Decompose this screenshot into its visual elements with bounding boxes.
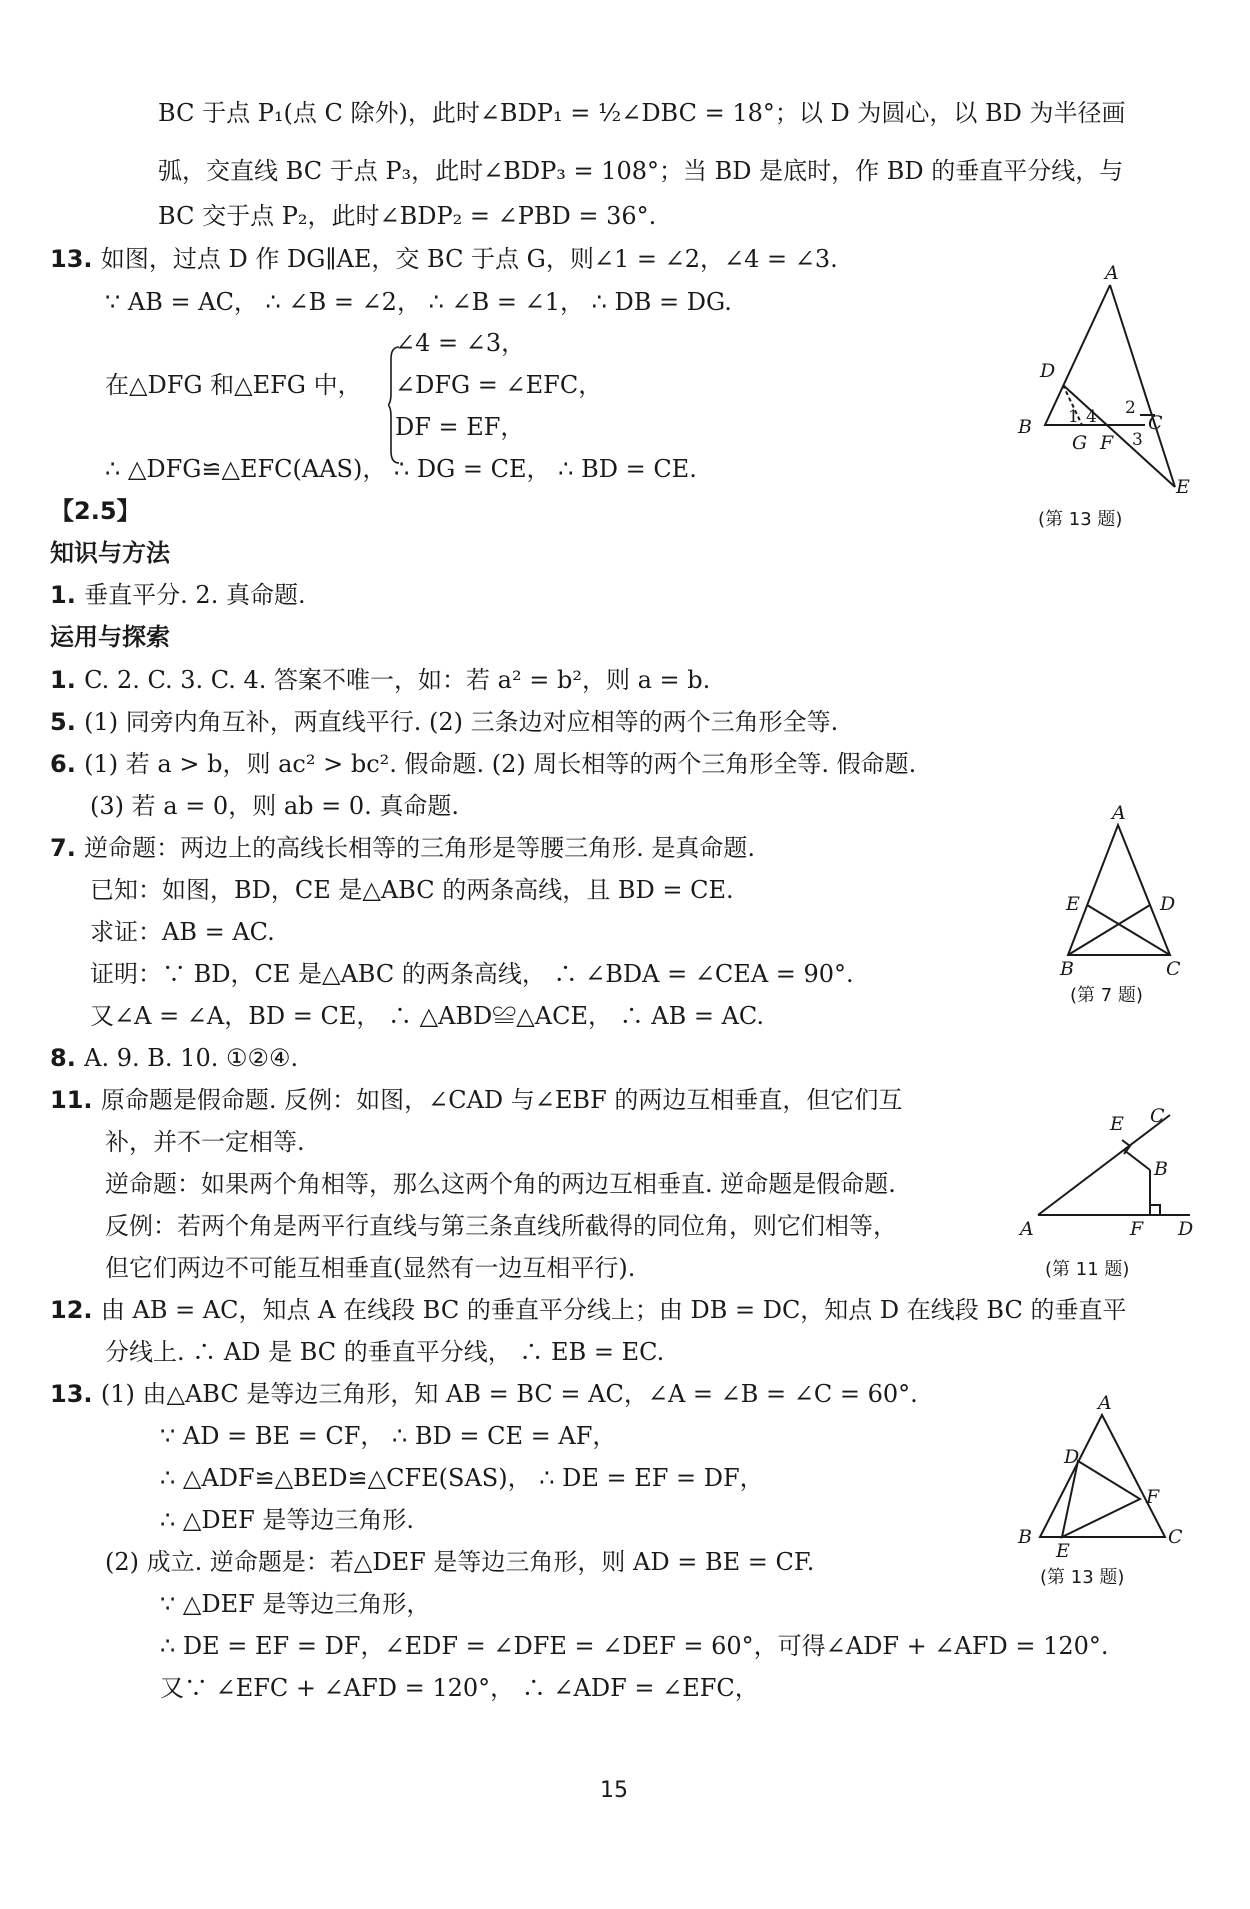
line-text: (2) 成立. 逆命题是：若△DEF 是等边三角形，则 AD = BE = CF. xyxy=(105,1548,815,1576)
text-line xyxy=(90,915,275,949)
line-text: ∴ △ADF≌△BED≌△CFE(SAS)， ∴ DE = EF = DF， xyxy=(160,1464,764,1492)
label-D: D xyxy=(1040,360,1056,382)
text-line xyxy=(105,1251,635,1285)
label-D: D xyxy=(1178,1218,1194,1240)
label-A: A xyxy=(1112,805,1126,824)
text-line xyxy=(90,957,854,991)
section-heading xyxy=(50,620,170,654)
label-E: E xyxy=(1056,1540,1070,1562)
text-line xyxy=(395,410,524,444)
label-E: E xyxy=(1176,476,1190,498)
text-line xyxy=(160,1503,414,1537)
text-line xyxy=(158,96,1126,130)
line-text: BC 于点 P₁(点 C 除外)，此时∠BDP₁ = ½∠DBC = 18°；以 D 为圆心，以 BD 为半径画 xyxy=(158,99,1126,127)
line-text: DF = EF， xyxy=(395,413,525,441)
label-F: F xyxy=(1130,1218,1144,1240)
text-line xyxy=(90,789,459,823)
text-line xyxy=(50,705,838,739)
text-line xyxy=(105,1125,305,1159)
line-text: (1) 同旁内角互补，两直线平行. (2) 三条边对应相等的两个三角形全等. xyxy=(84,708,839,736)
text-line xyxy=(90,999,764,1033)
line-text: 分线上. ∴ AD 是 BC 的垂直平分线， ∴ EB = EC. xyxy=(105,1338,665,1366)
text-line xyxy=(105,1167,896,1201)
line-text: 逆命题：两边上的高线长相等的三角形是等腰三角形. 是真命题. xyxy=(84,834,756,862)
line-text: 反例：若两个角是两平行直线与第三条直线所截得的同位角，则它们相等， xyxy=(105,1212,897,1240)
section-heading xyxy=(50,494,141,528)
text-line xyxy=(50,1083,902,1117)
line-text: 求证：AB = AC. xyxy=(90,918,275,946)
angle-2: 2 xyxy=(1125,398,1136,418)
text-line xyxy=(395,368,602,402)
text-line xyxy=(395,326,525,360)
label-D: D xyxy=(1160,893,1176,915)
label-A: A xyxy=(1105,265,1119,284)
text-line xyxy=(105,452,697,486)
line-text: 由 AB = AC，知点 A 在线段 BC 的垂直平分线上；由 DB = DC，知点 D 在线段 BC 的垂直平 xyxy=(100,1296,1127,1324)
label-A: A xyxy=(1098,1395,1112,1414)
line-text: 原命题是假命题. 反例：如图，∠CAD 与∠EBF 的两边互相垂直，但它们互 xyxy=(100,1086,903,1114)
line-text: BC 交于点 P₂，此时∠BDP₂ = ∠PBD = 36°. xyxy=(158,202,657,230)
problem-number: 13. xyxy=(50,245,101,273)
label-G: G xyxy=(1072,432,1088,454)
caption-fig7: (第 7 题) xyxy=(1070,985,1143,1006)
text-line xyxy=(160,1587,430,1621)
text-line xyxy=(90,873,734,907)
label-D: D xyxy=(1064,1446,1080,1468)
line-text: (1) 由△ABC 是等边三角形，知 AB = BC = AC，∠A = ∠B = ∠C = 60°. xyxy=(100,1380,918,1408)
text-line xyxy=(50,663,710,697)
line-text: ∵ △DEF 是等边三角形， xyxy=(160,1590,431,1618)
text-line xyxy=(105,368,362,402)
section-heading xyxy=(50,536,170,570)
angle-3: 3 xyxy=(1132,430,1143,450)
line-text: ∠DFG = ∠EFC， xyxy=(395,371,603,399)
problem-number: 1. xyxy=(50,666,85,694)
text-line xyxy=(160,1671,759,1705)
line-text: 但它们两边不可能互相垂直(显然有一边互相平行). xyxy=(105,1254,636,1282)
text-line xyxy=(50,242,838,276)
line-text: 补，并不一定相等. xyxy=(105,1128,305,1156)
line-text: ∴ DE = EF = DF，∠EDF = ∠DFE = ∠DEF = 60°，可得∠ADF + ∠AFD = 120°. xyxy=(160,1632,1109,1660)
text-line xyxy=(50,1293,1127,1327)
figure-problem-7-triangle xyxy=(1050,805,1180,1006)
line-text: 运用与探索 xyxy=(50,623,170,651)
problem-number: 12. xyxy=(50,1296,101,1324)
problem-number: 13. xyxy=(50,1380,101,1408)
text-line xyxy=(50,831,755,865)
label-E: E xyxy=(1110,1113,1124,1135)
line-text: 垂直平分. 2. 真命题. xyxy=(84,581,306,609)
line-text: ∴ △DEF 是等边三角形. xyxy=(160,1506,415,1534)
brace-symbol xyxy=(388,345,400,465)
text-line xyxy=(105,1209,897,1243)
angle-4: 4 xyxy=(1086,407,1097,427)
line-text: 在△DFG 和△EFG 中， xyxy=(105,371,362,399)
line-text: 又∠A = ∠A，BD = CE， ∴ △ABD≌△ACE， ∴ AB = AC. xyxy=(90,1002,765,1030)
line-text: 证明：∵ BD，CE 是△ABC 的两条高线， ∴ ∠BDA = ∠CEA = 90°. xyxy=(90,960,854,988)
label-B: B xyxy=(1060,958,1074,975)
line-text: 已知：如图，BD，CE 是△ABC 的两条高线，且 BD = CE. xyxy=(90,876,734,904)
label-C: C xyxy=(1168,1526,1183,1548)
problem-number: 6. xyxy=(50,750,85,778)
text-line xyxy=(105,1545,814,1579)
line-text: ∴ △DFG≌△EFC(AAS)， ∴ DG = CE， ∴ BD = CE. xyxy=(105,455,697,483)
text-line xyxy=(105,1335,664,1369)
line-text: A. 9. B. 10. ①②④. xyxy=(84,1044,299,1072)
problem-number: 11. xyxy=(50,1086,101,1114)
problem-number: 5. xyxy=(50,708,85,736)
label-B: B xyxy=(1018,1526,1032,1548)
figure-problem-11 xyxy=(1010,1100,1210,1280)
figure-problem-13-triangle xyxy=(1010,265,1210,530)
text-line xyxy=(160,1629,1109,1663)
line-text: 逆命题：如果两个角相等，那么这两个角的两边互相垂直. 逆命题是假命题. xyxy=(105,1170,896,1198)
label-B: B xyxy=(1018,416,1032,438)
label-A: A xyxy=(1020,1218,1034,1240)
figure-problem-13-equilateral xyxy=(1010,1395,1210,1588)
line-text: 弧，交直线 BC 于点 P₃，此时∠BDP₃ = 108°；当 BD 是底时，作 BD 的垂直平分线，与 xyxy=(158,157,1124,185)
line-text: 又∵ ∠EFC + ∠AFD = 120°， ∴ ∠ADF = ∠EFC， xyxy=(160,1674,759,1702)
text-line xyxy=(160,1461,764,1495)
text-line xyxy=(105,285,732,319)
angle-1: 1 xyxy=(1068,407,1079,427)
line-text: C. 2. C. 3. C. 4. 答案不唯一，如：若 a² = b²，则 a = b. xyxy=(84,666,711,694)
line-text: ∠4 = ∠3， xyxy=(395,329,526,357)
caption-fig11: (第 11 题) xyxy=(1045,1259,1130,1280)
line-text: (3) 若 a = 0，则 ab = 0. 真命题. xyxy=(90,792,460,820)
problem-number: 1. xyxy=(50,581,85,609)
text-line xyxy=(50,1377,918,1411)
problem-number: 7. xyxy=(50,834,85,862)
label-C: C xyxy=(1166,958,1180,975)
label-F: F xyxy=(1100,432,1114,454)
label-B: B xyxy=(1154,1158,1168,1180)
text-line xyxy=(50,578,306,612)
line-text: 知识与方法 xyxy=(50,539,170,567)
text-line xyxy=(158,199,656,233)
page-number: 15 xyxy=(600,1778,628,1803)
caption-fig13a: (第 13 题) xyxy=(1038,509,1123,530)
label-C: C xyxy=(1150,1105,1165,1127)
text-line xyxy=(50,747,916,781)
label-E: E xyxy=(1066,893,1080,915)
text-line xyxy=(50,1041,298,1075)
problem-number: 8. xyxy=(50,1044,85,1072)
label-F: F xyxy=(1146,1486,1160,1508)
text-line xyxy=(160,1419,616,1453)
line-text: ∵ AB = AC， ∴ ∠B = ∠2， ∴ ∠B = ∠1， ∴ DB = DG. xyxy=(105,288,732,316)
line-text: (1) 若 a > b，则 ac² > bc². 假命题. (2) 周长相等的两个三角形全等. 假命题. xyxy=(84,750,917,778)
label-C: C xyxy=(1148,412,1163,434)
line-text: 【2.5】 xyxy=(50,497,141,525)
caption-fig13b: (第 13 题) xyxy=(1040,1567,1125,1588)
text-line xyxy=(158,154,1123,188)
line-text: 如图，过点 D 作 DG∥AE，交 BC 于点 G，则∠1 = ∠2，∠4 = ∠3. xyxy=(100,245,838,273)
line-text: ∵ AD = BE = CF， ∴ BD = CE = AF， xyxy=(160,1422,617,1450)
